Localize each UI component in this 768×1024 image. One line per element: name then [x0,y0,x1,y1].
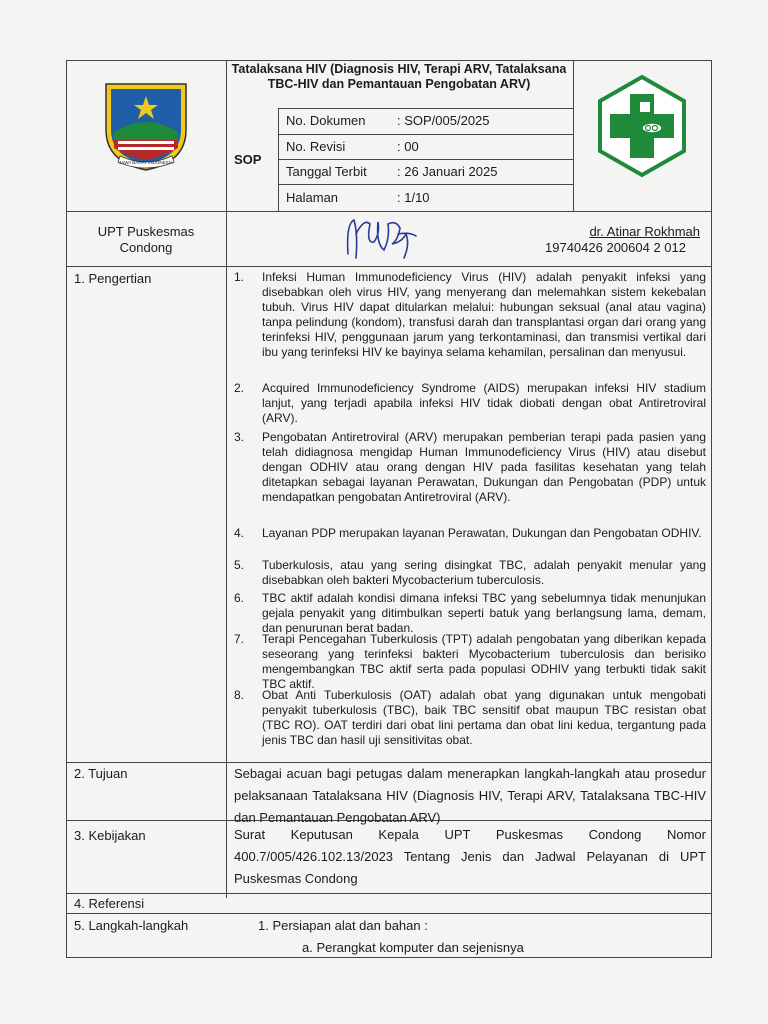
org-name-line2: Condong [119,240,173,255]
sop-label: SOP [234,152,262,167]
definition-number: 3. [234,430,245,444]
definition-item [234,688,706,748]
section-label-kebijakan: 3. Kebijakan [74,828,146,843]
definition-item [234,270,706,360]
divider [573,60,574,211]
divider [66,893,712,894]
meta-key-no-revisi: No. Revisi [286,139,346,154]
signer-nip: 19740426 200604 2 012 [545,240,686,255]
meta-value-no-dokumen: : SOP/005/2025 [397,113,490,128]
definition-number: 7. [234,632,245,646]
definition-text: Tuberkulosis, atau yang sering disingkat TBC, adalah penyakit menular yang disebabkan oleh bakteri Mycobacterium tuberculosis. [262,558,706,587]
org-name-line1: UPT Puskesmas [97,224,195,239]
step-1a: a. Perangkat komputer dan sejenisnya [302,940,524,955]
puskesmas-logo [596,74,688,178]
definition-text: Acquired Immunodeficiency Syndrome (AIDS) merupakan infeksi HIV stadium lanjut, yang terjadi apabila infeksi HIV tidak diobati dengan obat Antiretroviral (ARV). [262,381,706,425]
meta-value-tanggal-terbit: : 26 Januari 2025 [397,164,498,179]
definition-item [234,632,706,692]
meta-value-no-revisi: : 00 [397,139,419,154]
definition-number: 4. [234,526,245,540]
signer-name: dr. Atinar Rokhmah [589,224,700,239]
definition-number: 6. [234,591,245,605]
tujuan-text: Sebagai acuan bagi petugas dalam menerapkan langkah-langkah atau prosedur pelaksanaan Tatalaksana HIV (Diagnosis HIV, Terapi ARV, Tatalaksana TBC-HIV dan Pemantauan Pengobatan ARV) [234,766,706,825]
divider [66,266,712,267]
divider [278,184,573,185]
definition-item [234,381,706,426]
divider [66,211,712,212]
definition-number: 8. [234,688,245,702]
emblem-banner-text: JAWA BARAT INDONESIA [119,160,173,165]
regional-emblem [100,78,192,174]
definition-number: 5. [234,558,245,572]
signature [340,214,420,264]
section-label-pengertian: 1. Pengertian [74,271,152,286]
section-label-langkah: 5. Langkah-langkah [74,918,189,933]
definition-number: 1. [234,270,245,284]
definition-number: 2. [234,381,245,395]
section-label-tujuan: 2. Tujuan [74,766,128,781]
definition-text: Pengobatan Antiretroviral (ARV) merupakan pemberian terapi pada pasien yang telah didiagnosa mengidap Human Immunodeficiency Virus (HIV) atau disebut dengan ODHIV atau orang dengan HIV pada fasilitas kesehatan yang telah ditetapkan sebagai layanan Perawatan, Dukungan dan Pengobatan (PDP) untuk mendapatkan pengobatan Antiretroviral (ARV). [262,430,706,504]
divider [278,134,573,135]
meta-key-halaman: Halaman [286,190,339,205]
definition-item [234,591,706,636]
definition-text: Layanan PDP merupakan layanan Perawatan, Dukungan dan Pengobatan ODHIV. [262,526,702,540]
meta-value-halaman: : 1/10 [397,190,430,205]
meta-key-no-dokumen: No. Dokumen [286,113,366,128]
definition-text: Obat Anti Tuberkulosis (OAT) adalah obat yang digunakan untuk mengobati penyakit tuberkulosis (TBC), baik TBC sensitif obat maupun TBC resistan obat (TBC RO). OAT terdiri dari obat lini pertama dan obat lini kedua, tergantung pada jenis TBC dan hasil uji sensitivitas obat. [262,688,706,747]
definition-item [234,430,706,505]
divider [278,159,573,160]
divider [226,60,227,898]
document-title: Tatalaksana HIV (Diagnosis HIV, Terapi ARV, Tatalaksana TBC-HIV dan Pemantauan Pengobatan ARV) [231,62,567,91]
definition-item [234,526,706,541]
kebijakan-text: Surat Keputusan Kepala UPT Puskesmas Condong Nomor 400.7/005/426.102.13/2023 Tentang Jenis dan Jadwal Pelayanan di UPT Puskesmas Condong [234,827,706,886]
definition-item [234,558,706,588]
section-label-referensi: 4. Referensi [74,896,145,911]
divider [278,108,573,109]
definition-text: Terapi Pencegahan Tuberkulosis (TPT) adalah pengobatan yang diberikan kepada seseorang yang terinfeksi bakteri Mycobacterium tuberculosis dan berisiko mengembangkan TBC aktif serta pada populasi ODHIV yang terbukti tidak sakit TBC aktif. [262,632,706,691]
step-1: 1. Persiapan alat dan bahan : [258,918,428,933]
definition-text: Infeksi Human Immunodeficiency Virus (HIV) adalah penyakit infeksi yang disebabkan oleh virus HIV, yang menyerang dan melemahkan sistem kekebalan tubuh. Virus HIV dapat ditularkan melalui: hubungan seksual (anal atau vagina) tanpa pelindung (kondom), transfusi darah dan transplantasi organ dari orang yang terinfeksi HIV, penggunaan jarum yang terkontaminasi, dan transmisi vertikal dari ibu yang terinfeksi HIV ke bayinya selama kehamilan, persalinan dan menyusui. [262,270,706,359]
definition-text: TBC aktif adalah kondisi dimana infeksi TBC yang sebelumnya tidak menunjukan gejala penyakit yang ditimbulkan seperti batuk yang berlangsung lama, demam, dan penurunan berat badan. [262,591,706,635]
divider [66,913,712,914]
meta-key-tanggal-terbit: Tanggal Terbit [286,164,367,179]
